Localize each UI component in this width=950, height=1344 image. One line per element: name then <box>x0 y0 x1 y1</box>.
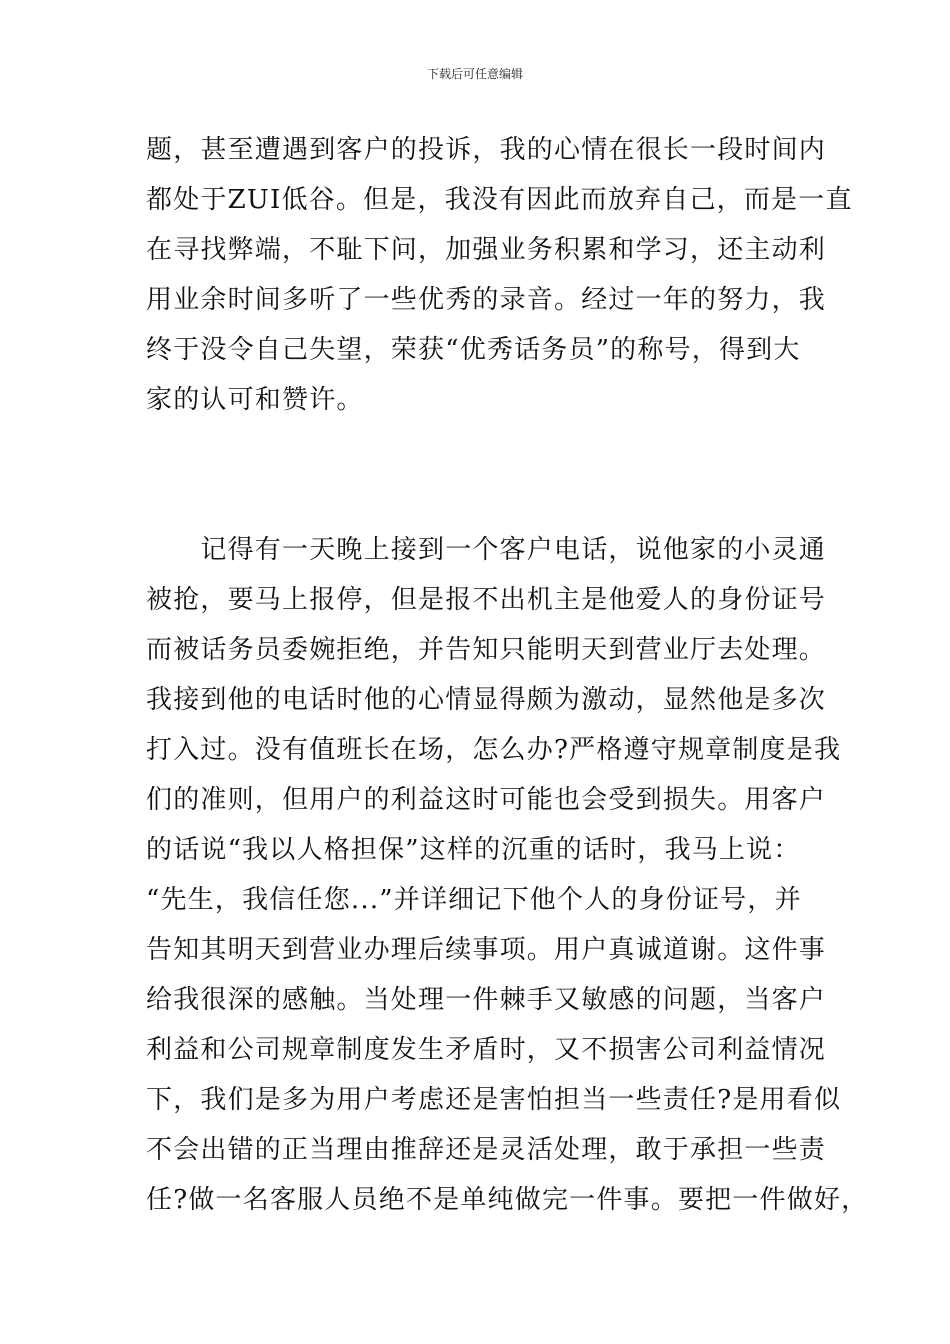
text-line: 们的准则，但用户的利益这时可能也会受到损失。用客户 <box>146 785 827 815</box>
paragraph-1 <box>146 125 853 425</box>
text-line: 不会出错的正当理由推辞还是灵活处理，敢于承担一些责 <box>146 1135 827 1165</box>
text-line: 下，我们是多为用户考虑还是害怕担当一些责任?是用看似 <box>146 1085 842 1115</box>
text-line: 打入过。没有值班长在场，怎么办?严格遵守规章制度是我 <box>146 735 842 765</box>
text-line: 被抢，要马上报停，但是报不出机主是他爱人的身份证号 <box>146 585 827 615</box>
text-line: 家的认可和赞许。 <box>146 385 364 415</box>
text-line: 在寻找弊端，不耻下问，加强业务积累和学习，还主动利 <box>146 235 827 265</box>
text-line: 终于没令自己失望，荣获“优秀话务员”的称号，得到大 <box>146 335 801 365</box>
text-line: 记得有一天晚上接到一个客户电话，说他家的小灵通 <box>146 535 827 565</box>
text-line: 题，甚至遭遇到客户的投诉，我的心情在很长一段时间内 <box>146 135 827 165</box>
text-line: 告知其明天到营业办理后续事项。用户真诚道谢。这件事 <box>146 935 827 965</box>
text-line: 的话说“我以人格担保”这样的沉重的话时，我马上说： <box>146 835 801 865</box>
text-line: 都处于ZUI低谷。但是，我没有因此而放弃自己，而是一直 <box>146 185 853 215</box>
text-line: 任?做一名客服人员绝不是单纯做完一件事。要把一件做好， <box>146 1185 869 1215</box>
text-line: 利益和公司规章制度发生矛盾时，又不损害公司利益情况 <box>146 1035 827 1065</box>
text-line: “先生，我信任您...”并详细记下他个人的身份证号，并 <box>146 885 802 915</box>
text-line: 给我很深的感触。当处理一件棘手又敏感的问题，当客户 <box>146 985 827 1015</box>
paragraph-2 <box>146 525 869 1225</box>
page-header-note: 下载后可任意编辑 <box>426 67 523 81</box>
text-line: 我接到他的电话时他的心情显得颇为激动，显然他是多次 <box>146 685 827 715</box>
text-line: 用业余时间多听了一些优秀的录音。经过一年的努力，我 <box>146 285 827 315</box>
text-line: 而被话务员委婉拒绝，并告知只能明天到营业厅去处理。 <box>146 635 827 665</box>
